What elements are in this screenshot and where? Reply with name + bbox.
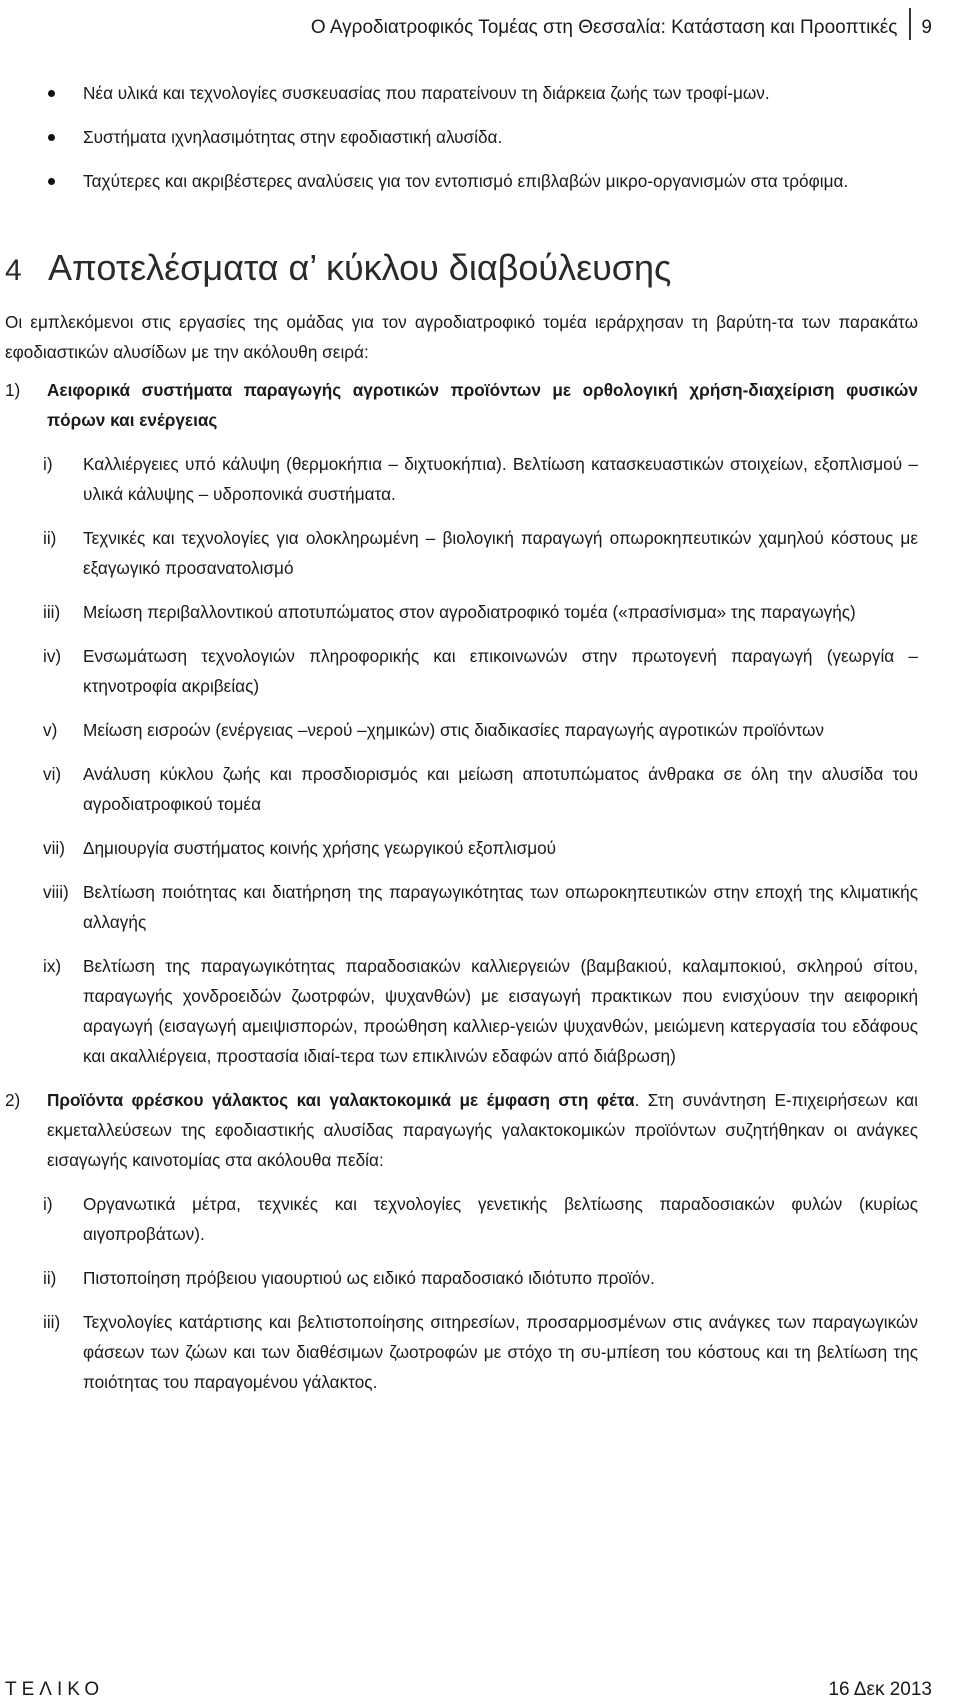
sub-item-number: ii) <box>43 528 57 548</box>
sub-list-item <box>5 833 923 863</box>
bullet-text: Συστήματα ιχνηλασιμότητας στην εφοδιαστική αλυσίδα. <box>83 127 503 147</box>
section-title: Αποτελέσματα α’ κύκλου διαβούλευσης <box>48 247 672 288</box>
sub-item-text: Οργανωτικά μέτρα, τεχνικές και τεχνολογίες γενετικής βελτίωσης παραδοσιακών φυλών (κυρίως αιγοπροβάτων). <box>83 1194 918 1244</box>
sub-item-number: i) <box>43 1194 53 1214</box>
sub-item-number: iii) <box>43 602 61 622</box>
sub-item-text: Βελτίωση της παραγωγικότητας παραδοσιακών καλλιεργειών (βαμβακιού, καλαμποκιού, σκληρού σίτου, παραγωγής χονδροειδών ζωοτρφών, ψυχανθών) με εισαγωγή πρακτικων που ενισχύουν την αειφορική αραγωγή (εισαγωγή αμειψισπορών, προώθηση καλλιερ-γειών ψυχανθών, μειώμενη κατεργασία του εδάφους και ακαλλιέργεια, προστασία ιδιαί-τερα των επικλινών εδαφών από διάβρωση) <box>83 956 918 1066</box>
bullet-item <box>5 166 923 196</box>
sub-list <box>5 449 923 1071</box>
page-footer <box>5 1676 932 1704</box>
page-number: 9 <box>921 17 932 38</box>
main-item-number: 1) <box>5 380 21 400</box>
sub-list-item <box>5 449 923 509</box>
sub-list-item <box>5 951 923 1071</box>
header-title: Ο Αγροδιατροφικός Τομέας στη Θεσσαλία: Κατάσταση και Προοπτικές <box>310 17 898 38</box>
sub-item-text: Μείωση εισροών (ενέργειας –νερού –χημικών) στις διαδικασίες παραγωγής αγροτικών προϊόντων <box>83 720 825 740</box>
sub-list-item <box>5 1263 923 1293</box>
main-item-heading: Προϊόντα φρέσκου γάλακτος και γαλακτοκομικά με έμφαση στη φέτα <box>47 1090 635 1110</box>
sub-item-text: Βελτίωση ποιότητας και διατήρηση της παραγωγικότητας των οπωροκηπευτικών στην εποχή της κλιματικής αλλαγής <box>83 882 918 932</box>
sub-item-text: Δημιουργία συστήματος κοινής χρήσης γεωργικού εξοπλισμού <box>83 838 557 858</box>
sub-item-number: v) <box>43 720 58 740</box>
section-heading <box>5 246 923 293</box>
sub-list-item <box>5 759 923 819</box>
sub-item-number: ii) <box>43 1268 57 1288</box>
bullet-item <box>5 78 923 108</box>
bullet-icon <box>48 178 55 185</box>
section-number: 4 <box>5 254 22 287</box>
bullet-icon <box>48 134 55 141</box>
sub-list-item <box>5 641 923 701</box>
sub-item-text: Τεχνικές και τεχνολογίες για ολοκληρωμένη – βιολογική παραγωγή οπωροκηπευτικών χαμηλού κόστους με εξαγωγικό προσανατολισμό <box>83 528 918 578</box>
sub-list-item <box>5 523 923 583</box>
bullet-list <box>5 78 923 196</box>
main-item-number: 2) <box>5 1090 21 1110</box>
sub-list-item <box>5 1189 923 1249</box>
sub-item-text: Πιστοποίηση πρόβειου γιαουρτιού ως ειδικό παραδοσιακό ιδιότυπο προϊόν. <box>83 1268 655 1288</box>
sub-list-item <box>5 877 923 937</box>
sub-list-item <box>5 597 923 627</box>
main-item-heading: Αειφορικά συστήματα παραγωγής αγροτικών προϊόντων με ορθολογική χρήση-διαχείριση φυσικών πόρων και ενέργειας <box>47 380 918 430</box>
sub-list-item <box>5 715 923 745</box>
main-list-item <box>5 1085 923 1175</box>
bullet-text: Ταχύτερες και ακριβέστερες αναλύσεις για τον εντοπισμό επιβλαβών μικρο-οργανισμών στα τρόφιμα. <box>83 171 849 191</box>
sub-item-text: Καλλιέργειες υπό κάλυψη (θερμοκήπια – διχτυοκήπια). Βελτίωση κατασκευαστικών στοιχείων, εξοπλισμού – υλικά κάλυψης – υδροπονικά συστήματα. <box>83 454 918 504</box>
main-list-item <box>5 375 923 435</box>
sub-item-number: i) <box>43 454 53 474</box>
sub-item-number: vii) <box>43 838 65 858</box>
bullet-item <box>5 122 923 152</box>
intro-paragraph: Οι εμπλεκόμενοι στις εργασίες της ομάδας για τον αγροδιατροφικό τομέα ιεράρχησαν τη βαρύτη-τα των παρακάτω εφοδιαστικών αλυσίδων με την ακόλουθη σειρά: <box>5 312 918 362</box>
bullet-icon <box>48 90 55 97</box>
document-status: ΤΕΛΙΚΟ <box>5 1679 105 1700</box>
sub-item-text: Ενσωμάτωση τεχνολογιών πληροφορικής και επικοινωνών στην πρωτογενή παραγωγή (γεωργία –κτηνοτροφία ακριβείας) <box>83 646 918 696</box>
sub-list <box>5 1189 923 1397</box>
sub-item-text: Τεχνολογίες κατάρτισης και βελτιστοποίησης σιτηρεσίων, προσαρμοσμένων στις ανάγκες των παραγωγικών φάσεων των ζώων και των διαθέσιμων ζωοτροφών με στόχο τη συ-μπίεση του κόστους και τη βελτίωση της ποιότητας του παραγομένου γάλακτος. <box>83 1312 918 1392</box>
sub-item-text: Ανάλυση κύκλου ζωής και προσδιορισμός και μείωση αποτυπώματος άνθρακα σε όλη την αλυσίδα του αγροδιατροφικού τομέα <box>83 764 918 814</box>
sub-list-item <box>5 1307 923 1397</box>
bullet-text: Νέα υλικά και τεχνολογίες συσκευασίας που παρατείνουν τη διάρκεια ζωής των τροφί-μων. <box>83 83 770 103</box>
sub-item-number: iv) <box>43 646 62 666</box>
document-date: 16 Δεκ 2013 <box>828 1679 932 1700</box>
page-header <box>311 8 932 42</box>
sub-item-text: Μείωση περιβαλλοντικού αποτυπώματος στον αγροδιατροφικό τομέα («πρασίνισμα» της παραγωγής) <box>83 602 856 622</box>
main-item-text: . Στη συνάντηση Ε-πιχειρήσεων και εκμεταλλεύσεων της εφοδιαστικής αλυσίδας παραγωγής γαλακτοκομικών προϊόντων συζητήθηκαν οι ανάγκες εισαγωγής καινοτομίας στα ακόλουθα πεδία: <box>47 1090 918 1170</box>
sub-item-number: iii) <box>43 1312 61 1332</box>
sub-item-number: ix) <box>43 956 62 976</box>
page-content <box>5 78 923 1411</box>
sub-item-number: vi) <box>43 764 62 784</box>
sub-item-number: viii) <box>43 882 69 902</box>
